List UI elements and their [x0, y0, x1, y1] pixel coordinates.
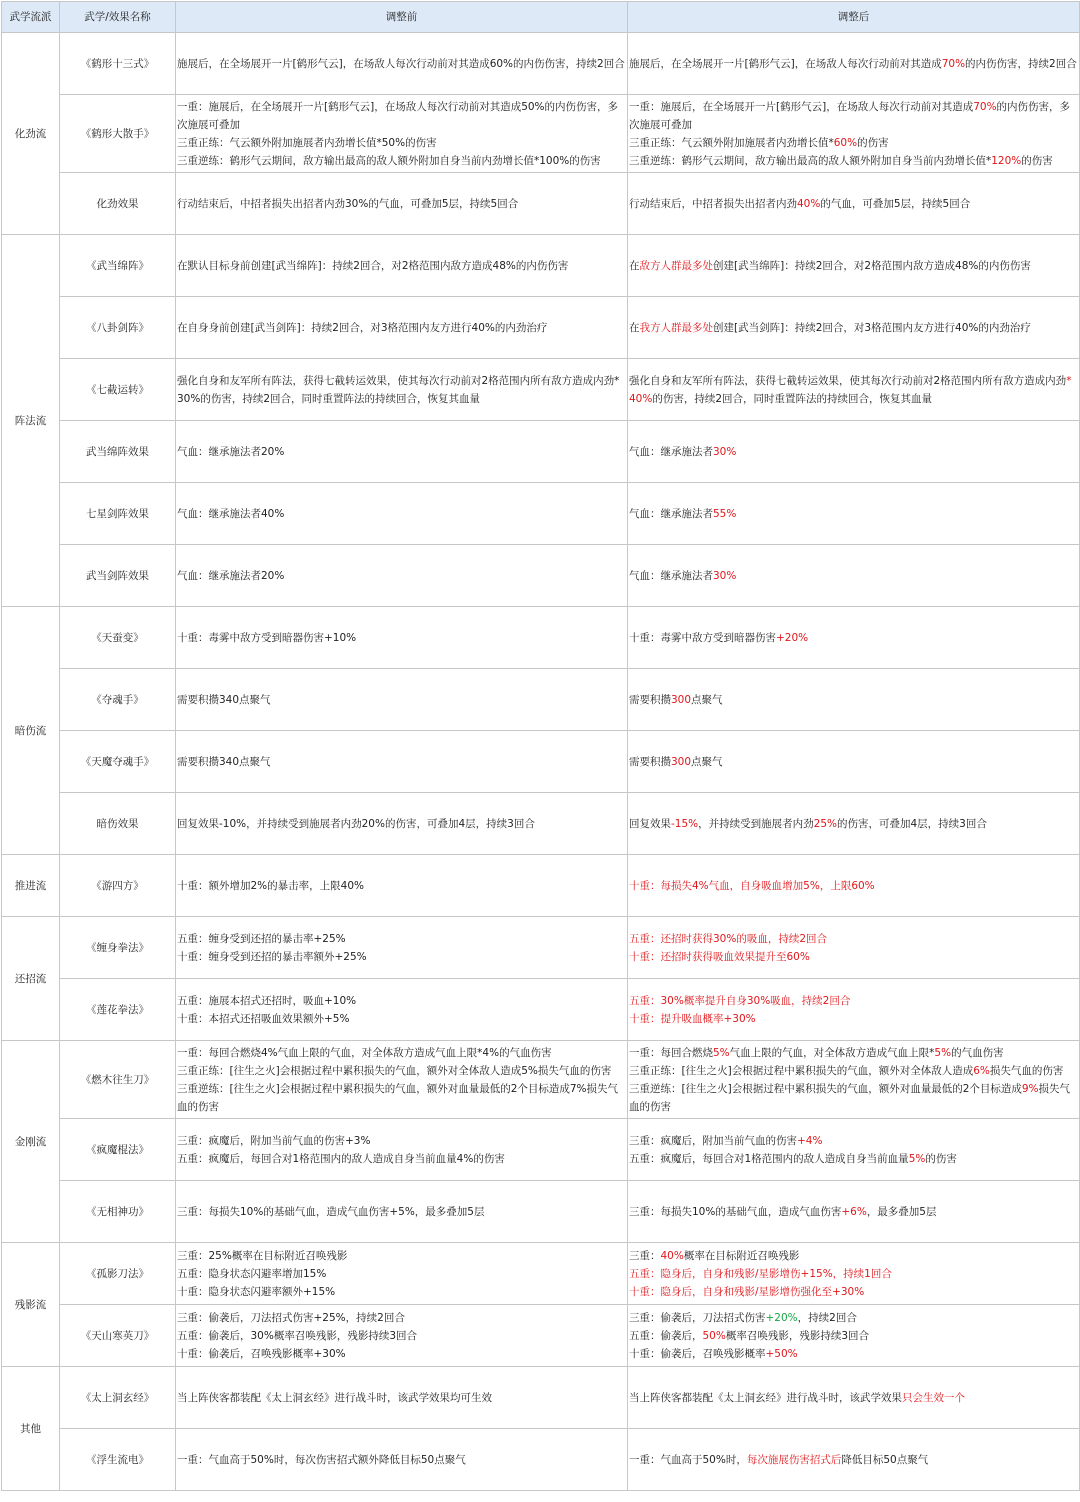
effect-text: 三重：每损失10%的基础气血，造成气血伤害+5%，最多叠加5层: [177, 1205, 485, 1218]
changed-value: 30%: [713, 569, 737, 582]
effect-text: 当上阵侠客都装配《太上洞玄经》进行战斗时，该武学效果均可生效: [177, 1391, 492, 1404]
effect-line: [177, 195, 626, 213]
effect-text: 气血：继承施法者: [629, 507, 713, 520]
effect-after: [628, 297, 1080, 359]
effect-text: 三重逆练：[往生之火]会根据过程中累积损失的气血，额外对血量最低的2个目标造成7%损失气血的伤害: [177, 1082, 619, 1113]
effect-line: [629, 372, 1078, 408]
effect-text: 需要积攒340点聚气: [177, 693, 271, 706]
effect-text: ，最多叠加5层: [866, 1205, 937, 1218]
effect-line: [177, 1062, 626, 1080]
table-row: [2, 607, 1080, 669]
effect-before: [176, 1119, 628, 1181]
effect-text: 强化自身和友军所有阵法，获得七截转运效果，使其每次行动前对2格范围内所有敌方造成内劲*30%的伤害，持续2回合，同时重置阵法的持续回合，恢复其血量: [177, 374, 620, 405]
changed-value: 十重：每损失4%气血，自身吸血增加5%，上限60%: [629, 879, 875, 892]
effect-text: 回复效果: [629, 817, 671, 830]
changed-value: 9%: [1021, 1082, 1039, 1095]
effect-line: [629, 1247, 1078, 1265]
effect-text: 强化自身和友军所有阵法，获得七截转运效果，使其每次行动前对2格范围内所有敌方造成内劲: [629, 374, 1067, 387]
effect-before: [176, 421, 628, 483]
changed-value: +6%: [841, 1205, 867, 1218]
skill-name: 《缠身拳法》: [60, 917, 176, 979]
effect-text: 的内伤伤害，多次施展可叠加: [629, 100, 1071, 131]
effect-before: [176, 1429, 628, 1491]
effect-text: 三重正练：[往生之火]会根据过程中累积损失的气血，额外对全体敌人造成5%损失气血的伤害: [177, 1064, 612, 1077]
skill-name: 《浮生流电》: [60, 1429, 176, 1491]
effect-text: 三重正练：气云额外附加施展者内劲增长值*: [629, 136, 834, 149]
effect-line: [629, 1345, 1078, 1363]
table-row: [2, 33, 1080, 95]
effect-after: [628, 1119, 1080, 1181]
effect-after: [628, 1181, 1080, 1243]
changed-value: 30%: [713, 445, 737, 458]
effect-after: [628, 917, 1080, 979]
effect-line: [629, 1389, 1078, 1407]
effect-line: [629, 1132, 1078, 1150]
skill-name: 《燃木往生刀》: [60, 1041, 176, 1119]
effect-before: [176, 1243, 628, 1305]
table-row: [2, 1181, 1080, 1243]
header-before: 调整前: [176, 2, 628, 33]
changed-value: -15%: [671, 817, 699, 830]
effect-text: 的伤害，持续2回合，同时重置阵法的持续回合，恢复其血量: [652, 392, 933, 405]
changed-value: +20%: [776, 631, 809, 644]
effect-line: [177, 1132, 626, 1150]
effect-text: 一重：气血高于50%时，每次伤害招式额外降低目标50点聚气: [177, 1453, 466, 1466]
effect-line: [629, 877, 1078, 895]
effect-text: 的气血伤害: [951, 1046, 1004, 1059]
effect-line: [177, 134, 626, 152]
effect-before: [176, 607, 628, 669]
effect-text: 十重：偷袭后，召唤残影概率+30%: [177, 1347, 346, 1360]
effect-text: 的内伤伤害，持续2回合: [965, 57, 1077, 70]
effect-line: [629, 1265, 1078, 1283]
effect-line: [629, 992, 1078, 1010]
effect-text: 三重逆练：[往生之火]会根据过程中累积损失的气血，额外对血量最低的2个目标造成: [629, 1082, 1022, 1095]
effect-after: [628, 1429, 1080, 1491]
effect-line: [629, 1283, 1078, 1301]
skill-name: 《夺魂手》: [60, 669, 176, 731]
effect-after: [628, 421, 1080, 483]
effect-line: [177, 1080, 626, 1116]
effect-text: 施展后，在全场展开一片[鹤形气云]，在场敌人每次行动前对其造成: [629, 57, 942, 70]
effect-text: 回复效果-10%，并持续受到施展者内劲20%的伤害，可叠加4层，持续3回合: [177, 817, 535, 830]
effect-text: 的伤害，可叠加4层，持续3回合: [836, 817, 987, 830]
effect-text: 一重：施展后，在全场展开一片[鹤形气云]，在场敌人每次行动前对其造成50%的内伤伤害，多次施展可叠加: [177, 100, 619, 131]
effect-text: 十重：偷袭后，召唤残影概率: [629, 1347, 766, 1360]
skill-name: 《天蚕变》: [60, 607, 176, 669]
changed-value: 我方人群最多处: [639, 321, 713, 334]
effect-line: [177, 1327, 626, 1345]
effect-text: 五重：施展本招式还招时，吸血+10%: [177, 994, 357, 1007]
table-row: [2, 793, 1080, 855]
changed-value: 55%: [713, 507, 737, 520]
effect-line: [629, 753, 1078, 771]
changed-value: 十重：隐身后，自身和残影/星影增伤强化至+30%: [629, 1285, 865, 1298]
effect-text: 的伤害: [1021, 154, 1053, 167]
effect-line: [629, 629, 1078, 647]
skill-name: 《莲花拳法》: [60, 979, 176, 1041]
skill-name: 《八卦剑阵》: [60, 297, 176, 359]
effect-line: [177, 1010, 626, 1028]
effect-text: 的伤害: [857, 136, 889, 149]
effect-line: [177, 1265, 626, 1283]
effect-text: 三重：25%概率在目标附近召唤残影: [177, 1249, 348, 1262]
effect-text: 十重：毒雾中敌方受到暗器伤害+10%: [177, 631, 357, 644]
effect-text: 三重：偷袭后，刀法招式伤害+25%，持续2回合: [177, 1311, 405, 1324]
effect-text: 点聚气: [691, 693, 723, 706]
effect-after: [628, 669, 1080, 731]
effect-text: 的伤害: [925, 1152, 957, 1165]
school-name: 化劲流: [2, 33, 60, 235]
effect-text: 十重：毒雾中敌方受到暗器伤害: [629, 631, 776, 644]
effect-text: 三重：疯魔后，附加当前气血的伤害: [629, 1134, 797, 1147]
effect-line: [629, 930, 1078, 948]
table-row: [2, 1305, 1080, 1367]
effect-after: [628, 545, 1080, 607]
table-row: [2, 1367, 1080, 1429]
table-row: [2, 235, 1080, 297]
effect-before: [176, 979, 628, 1041]
table-row: [2, 483, 1080, 545]
table-row: [2, 731, 1080, 793]
effect-line: [629, 55, 1078, 73]
effect-after: [628, 1367, 1080, 1429]
changed-value: 40%: [797, 197, 821, 210]
table-row: [2, 297, 1080, 359]
effect-text: 损失气血的伤害: [629, 1082, 1071, 1113]
effect-before: [176, 793, 628, 855]
effect-line: [177, 948, 626, 966]
effect-line: [629, 691, 1078, 709]
effect-before: [176, 1181, 628, 1243]
skill-name: 《武当绵阵》: [60, 235, 176, 297]
table-row: [2, 669, 1080, 731]
effect-line: [629, 195, 1078, 213]
changed-value: 60%: [833, 136, 858, 149]
effect-text: 气血上限的气血，对全体敌方造成气血上限*: [729, 1046, 935, 1059]
skill-name: 七星剑阵效果: [60, 483, 176, 545]
effect-after: [628, 95, 1080, 173]
effect-line: [629, 815, 1078, 833]
changed-value: 120%: [991, 154, 1022, 167]
effect-before: [176, 173, 628, 235]
skill-name: 《太上洞玄经》: [60, 1367, 176, 1429]
effect-line: [177, 992, 626, 1010]
effect-line: [629, 1062, 1078, 1080]
effect-line: [177, 372, 626, 408]
effect-before: [176, 1367, 628, 1429]
effect-line: [177, 1203, 626, 1221]
effect-before: [176, 235, 628, 297]
effect-after: [628, 173, 1080, 235]
effect-line: [177, 505, 626, 523]
effect-before: [176, 1305, 628, 1367]
header-school: 武学流派: [2, 2, 60, 33]
effect-text: 创建[武当绵阵]：持续2回合，对2格范围内敌方造成48%的内伤伤害: [713, 259, 1031, 272]
changed-value: +20%: [765, 1311, 798, 1324]
effect-line: [177, 1247, 626, 1265]
effect-text: 三重逆练：鹤形气云期间，敌方输出最高的敌人额外附加自身当前内劲增长值*100%的伤害: [177, 154, 601, 167]
skill-name: 《鹤形十三式》: [60, 33, 176, 95]
school-name: 暗伤流: [2, 607, 60, 855]
effect-line: [629, 505, 1078, 523]
effect-line: [629, 152, 1078, 170]
effect-after: [628, 359, 1080, 421]
effect-before: [176, 33, 628, 95]
effect-line: [629, 1203, 1078, 1221]
skill-name: 《游四方》: [60, 855, 176, 917]
effect-before: [176, 483, 628, 545]
effect-text: 一重：施展后，在全场展开一片[鹤形气云]，在场敌人每次行动前对其造成: [629, 100, 974, 113]
changed-value: 十重：提升吸血概率+30%: [629, 1012, 756, 1025]
effect-after: [628, 793, 1080, 855]
effect-text: 气血：继承施法者40%: [177, 507, 285, 520]
header-after: 调整后: [628, 2, 1080, 33]
skill-name: 《无相神功》: [60, 1181, 176, 1243]
changed-value: +50%: [765, 1347, 798, 1360]
effect-text: 气血：继承施法者20%: [177, 569, 285, 582]
effect-after: [628, 1243, 1080, 1305]
effect-line: [177, 1389, 626, 1407]
effect-text: 五重：偷袭后，30%概率召唤残影，残影持续3回合: [177, 1329, 418, 1342]
effect-text: 一重：每回合燃烧: [629, 1046, 713, 1059]
changed-value: 300: [671, 755, 692, 768]
effect-line: [177, 930, 626, 948]
changed-value: 五重：隐身后，自身和残影/星影增伤+15%，持续1回合: [629, 1267, 892, 1280]
effect-text: 降低目标50点聚气: [841, 1453, 929, 1466]
skill-name: 暗伤效果: [60, 793, 176, 855]
changed-value: 五重：还招时获得30%的吸血，持续2回合: [629, 932, 828, 945]
changed-value: 只会生效一个: [902, 1391, 965, 1404]
effect-line: [177, 1345, 626, 1363]
effect-line: [629, 1010, 1078, 1028]
effect-text: 三重正练：[往生之火]会根据过程中累积损失的气血，额外对全体敌人造成: [629, 1064, 974, 1077]
effect-line: [629, 1451, 1078, 1469]
effect-line: [629, 948, 1078, 966]
effect-text: 行动结束后，中招者损失出招者内劲: [629, 197, 797, 210]
skill-name: 《天山寒英刀》: [60, 1305, 176, 1367]
effect-line: [177, 98, 626, 134]
effect-text: 五重：疯魔后，每回合对1格范围内的敌人造成自身当前血量4%的伤害: [177, 1152, 505, 1165]
effect-text: 气血：继承施法者: [629, 569, 713, 582]
effect-line: [177, 1283, 626, 1301]
effect-text: 的气血，可叠加5层，持续5回合: [820, 197, 971, 210]
table-body: [2, 33, 1080, 1491]
effect-text: 在默认目标身前创建[武当绵阵]：持续2回合，对2格范围内敌方造成48%的内伤伤害: [177, 259, 569, 272]
effect-line: [629, 1327, 1078, 1345]
skill-name: 《疯魔棍法》: [60, 1119, 176, 1181]
header-row: [2, 2, 1080, 33]
changed-value: 40%: [660, 1249, 684, 1262]
effect-text: 五重：隐身状态闪避率增加15%: [177, 1267, 327, 1280]
table-row: [2, 545, 1080, 607]
effect-text: 行动结束后，中招者损失出招者内劲30%的气血，可叠加5层，持续5回合: [177, 197, 519, 210]
effect-line: [629, 1150, 1078, 1168]
effect-after: [628, 235, 1080, 297]
effect-line: [629, 98, 1078, 134]
effect-before: [176, 917, 628, 979]
effect-text: 在: [629, 259, 640, 272]
effect-before: [176, 359, 628, 421]
changed-value: 50%: [702, 1329, 726, 1342]
effect-text: 在自身身前创建[武当剑阵]：持续2回合，对3格范围内友方进行40%的内劲治疗: [177, 321, 548, 334]
effect-line: [177, 753, 626, 771]
table-row: [2, 1119, 1080, 1181]
changed-value: 敌方人群最多处: [639, 259, 713, 272]
effect-after: [628, 979, 1080, 1041]
effect-text: 在: [629, 321, 640, 334]
effect-line: [177, 55, 626, 73]
effect-line: [177, 443, 626, 461]
school-name: 还招流: [2, 917, 60, 1041]
effect-text: 气血：继承施法者: [629, 445, 713, 458]
effect-before: [176, 731, 628, 793]
effect-before: [176, 95, 628, 173]
effect-text: 气血：继承施法者20%: [177, 445, 285, 458]
effect-before: [176, 297, 628, 359]
effect-line: [177, 877, 626, 895]
effect-text: 创建[武当剑阵]：持续2回合，对3格范围内友方进行40%的内劲治疗: [713, 321, 1031, 334]
table-row: [2, 979, 1080, 1041]
changed-value: 每次施展伤害招式后: [746, 1453, 842, 1466]
skill-name: 《七截运转》: [60, 359, 176, 421]
effect-text: 当上阵侠客都装配《太上洞玄经》进行战斗时，该武学效果: [629, 1391, 902, 1404]
table-row: [2, 95, 1080, 173]
effect-line: [629, 1309, 1078, 1327]
effect-line: [629, 567, 1078, 585]
effect-text: 三重正练：气云额外附加施展者内劲增长值*50%的伤害: [177, 136, 437, 149]
effect-line: [629, 319, 1078, 337]
school-name: 金刚流: [2, 1041, 60, 1243]
effect-line: [177, 152, 626, 170]
changed-value: 5%: [908, 1152, 926, 1165]
effect-line: [177, 815, 626, 833]
effect-after: [628, 731, 1080, 793]
skill-name: 化劲效果: [60, 173, 176, 235]
table-row: [2, 917, 1080, 979]
effect-after: [628, 33, 1080, 95]
effect-text: 十重：额外增加2%的暴击率，上限40%: [177, 879, 364, 892]
changed-value: 70%: [973, 100, 997, 113]
school-name: 推进流: [2, 855, 60, 917]
effect-before: [176, 669, 628, 731]
skill-name: 《孤影刀法》: [60, 1243, 176, 1305]
effect-text: 需要积攒340点聚气: [177, 755, 271, 768]
effect-text: 概率在目标附近召唤残影: [683, 1249, 800, 1262]
effect-text: 需要积攒: [629, 755, 671, 768]
effect-text: 十重：隐身状态闪避率额外+15%: [177, 1285, 336, 1298]
effect-text: 三重：偷袭后，刀法招式伤害: [629, 1311, 766, 1324]
effect-after: [628, 1305, 1080, 1367]
changed-value: 5%: [713, 1046, 730, 1059]
skill-name: 《鹤形大散手》: [60, 95, 176, 173]
effect-line: [177, 1309, 626, 1327]
effect-after: [628, 1041, 1080, 1119]
table-row: [2, 1429, 1080, 1491]
balance-change-table: [1, 1, 1080, 1491]
table-row: [2, 173, 1080, 235]
table-row: [2, 1041, 1080, 1119]
table-row: [2, 1243, 1080, 1305]
effect-line: [177, 257, 626, 275]
changed-value: 70%: [941, 57, 966, 70]
changed-value: 5%: [934, 1046, 952, 1059]
effect-after: [628, 607, 1080, 669]
school-name: 残影流: [2, 1243, 60, 1367]
effect-line: [177, 1044, 626, 1062]
effect-line: [177, 691, 626, 709]
effect-text: 三重：: [629, 1249, 661, 1262]
effect-line: [177, 1150, 626, 1168]
effect-text: 三重逆练：鹤形气云期间，敌方输出最高的敌人额外附加自身当前内劲增长值*: [629, 154, 992, 167]
effect-before: [176, 1041, 628, 1119]
effect-text: 三重：疯魔后，附加当前气血的伤害+3%: [177, 1134, 371, 1147]
effect-line: [629, 134, 1078, 152]
effect-line: [177, 567, 626, 585]
effect-text: 五重：疯魔后，每回合对1格范围内的敌人造成自身当前血量: [629, 1152, 909, 1165]
effect-text: 十重：本招式还招吸血效果额外+5%: [177, 1012, 350, 1025]
effect-text: 五重：偷袭后，: [629, 1329, 703, 1342]
effect-text: 一重：气血高于50%时，: [629, 1453, 747, 1466]
changed-value: 6%: [973, 1064, 990, 1077]
effect-text: 点聚气: [691, 755, 723, 768]
effect-line: [629, 1080, 1078, 1116]
effect-line: [629, 257, 1078, 275]
table-row: [2, 855, 1080, 917]
changed-value: *40%: [629, 374, 1072, 405]
effect-text: ，并持续受到施展者内劲: [698, 817, 814, 830]
skill-name: 武当剑阵效果: [60, 545, 176, 607]
effect-after: [628, 855, 1080, 917]
effect-text: 损失气血的伤害: [989, 1064, 1064, 1077]
effect-text: 五重：缠身受到还招的暴击率+25%: [177, 932, 346, 945]
effect-text: 一重：每回合燃烧4%气血上限的气血，对全体敌方造成气血上限*4%的气血伤害: [177, 1046, 552, 1059]
changed-value: 25%: [813, 817, 837, 830]
effect-line: [177, 629, 626, 647]
changed-value: 十重：还招时获得吸血效果提升至60%: [629, 950, 810, 963]
changed-value: 五重：30%概率提升自身30%吸血，持续2回合: [629, 994, 851, 1007]
skill-name: 武当绵阵效果: [60, 421, 176, 483]
effect-text: ，持续2回合: [797, 1311, 857, 1324]
table-row: [2, 359, 1080, 421]
effect-line: [629, 443, 1078, 461]
changed-value: +4%: [797, 1134, 823, 1147]
effect-before: [176, 545, 628, 607]
effect-text: 需要积攒: [629, 693, 671, 706]
effect-line: [629, 1044, 1078, 1062]
effect-text: 概率召唤残影，残影持续3回合: [725, 1329, 870, 1342]
changed-value: 300: [671, 693, 692, 706]
effect-after: [628, 483, 1080, 545]
school-name: 阵法流: [2, 235, 60, 607]
effect-text: 十重：缠身受到还招的暴击率额外+25%: [177, 950, 367, 963]
effect-text: 三重：每损失10%的基础气血，造成气血伤害: [629, 1205, 842, 1218]
header-skill-name: 武学/效果名称: [60, 2, 176, 33]
skill-name: 《天魔夺魂手》: [60, 731, 176, 793]
effect-line: [177, 319, 626, 337]
school-name: 其他: [2, 1367, 60, 1491]
effect-line: [177, 1451, 626, 1469]
effect-text: 施展后，在全场展开一片[鹤形气云]，在场敌人每次行动前对其造成60%的内伤伤害，持续2回合: [177, 57, 625, 70]
effect-before: [176, 855, 628, 917]
table-row: [2, 421, 1080, 483]
